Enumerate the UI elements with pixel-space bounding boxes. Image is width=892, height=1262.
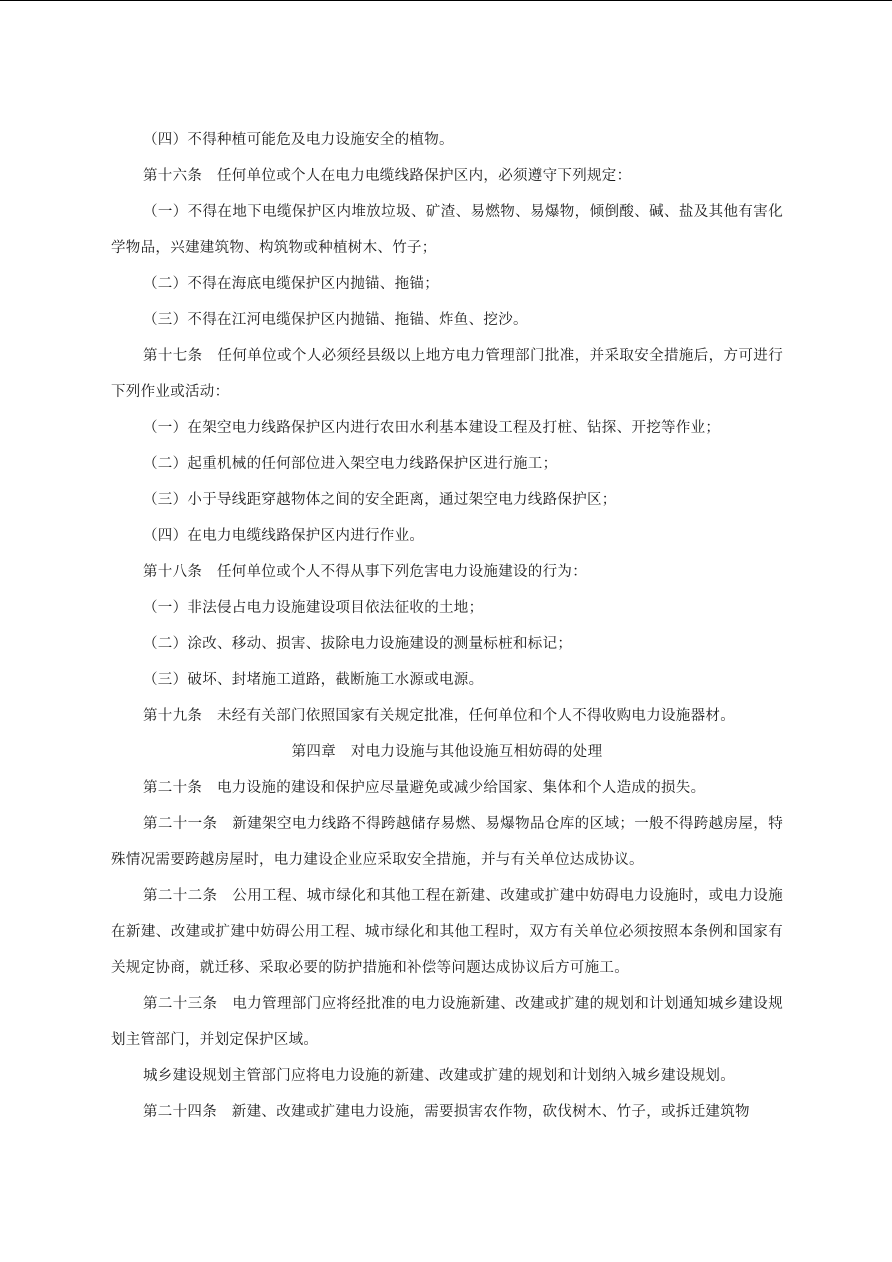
article-18-item-2: （二）涂改、移动、损害、拔除电力设施建设的测量标桩和标记； <box>143 636 573 652</box>
article-22: 第二十二条 公用工程、城市绿化和其他工程在新建、改建或扩建中妨碍电力设施时，或电力设施在新建、改建或扩建中妨碍公用工程、城市绿化和其他工程时，双方有关单位必须按照本条例和国家有关规定协商，就迁移、采取必要的防护措施和补偿等问题达成协议后方可施工。 <box>111 888 783 976</box>
clause-16-item-4: （四）不得种植可能危及电力设施安全的植物。 <box>143 132 454 148</box>
article-17-item-3: （三）小于导线距穿越物体之间的安全距离，通过架空电力线路保护区； <box>143 492 617 508</box>
article-24: 第二十四条 新建、改建或扩建电力设施，需要损害农作物，砍伐树木、竹子，或拆迁建筑物 <box>143 1104 750 1120</box>
page-top-border <box>0 0 892 1</box>
document-page <box>111 122 783 1130</box>
article-18-item-1: （一）非法侵占电力设施建设项目依法征收的土地； <box>143 600 484 616</box>
article-23-paragraph-2: 城乡建设规划主管部门应将电力设施的新建、改建或扩建的规划和计划纳入城乡建设规划。 <box>143 1068 735 1084</box>
article-18: 第十八条 任何单位或个人不得从事下列危害电力设施建设的行为： <box>143 564 587 580</box>
article-17-item-2: （二）起重机械的任何部位进入架空电力线路保护区进行施工； <box>143 456 558 472</box>
article-16-item-2: （二）不得在海底电缆保护区内抛锚、拖锚； <box>143 276 439 292</box>
article-18-item-3: （三）破坏、封堵施工道路，截断施工水源或电源。 <box>143 672 484 688</box>
article-16-item-3: （三）不得在江河电缆保护区内抛锚、拖锚、炸鱼、挖沙。 <box>143 312 528 328</box>
article-23: 第二十三条 电力管理部门应将经批准的电力设施新建、改建或扩建的规划和计划通知城乡建设规划主管部门，并划定保护区域。 <box>111 996 783 1048</box>
article-17: 第十七条 任何单位或个人必须经县级以上地方电力管理部门批准，并采取安全措施后，方可进行下列作业或活动： <box>111 348 783 400</box>
chapter-4-heading: 第四章 对电力设施与其他设施互相妨碍的处理 <box>291 744 603 760</box>
article-21: 第二十一条 新建架空电力线路不得跨越储存易燃、易爆物品仓库的区域；一般不得跨越房屋，特殊情况需要跨越房屋时，电力建设企业应采取安全措施，并与有关单位达成协议。 <box>111 816 783 868</box>
article-19: 第十九条 未经有关部门依照国家有关规定批准，任何单位和个人不得收购电力设施器材。 <box>143 708 735 724</box>
article-20: 第二十条 电力设施的建设和保护应尽量避免或减少给国家、集体和个人造成的损失。 <box>143 780 706 796</box>
article-16-item-1: （一）不得在地下电缆保护区内堆放垃圾、矿渣、易燃物、易爆物，倾倒酸、碱、盐及其他有害化学物品，兴建建筑物、构筑物或种植树木、竹子； <box>111 204 783 256</box>
article-16: 第十六条 任何单位或个人在电力电缆线路保护区内，必须遵守下列规定： <box>143 168 632 184</box>
article-17-item-1: （一）在架空电力线路保护区内进行农田水利基本建设工程及打桩、钻探、开挖等作业； <box>143 420 721 436</box>
article-17-item-4: （四）在电力电缆线路保护区内进行作业。 <box>143 528 425 544</box>
